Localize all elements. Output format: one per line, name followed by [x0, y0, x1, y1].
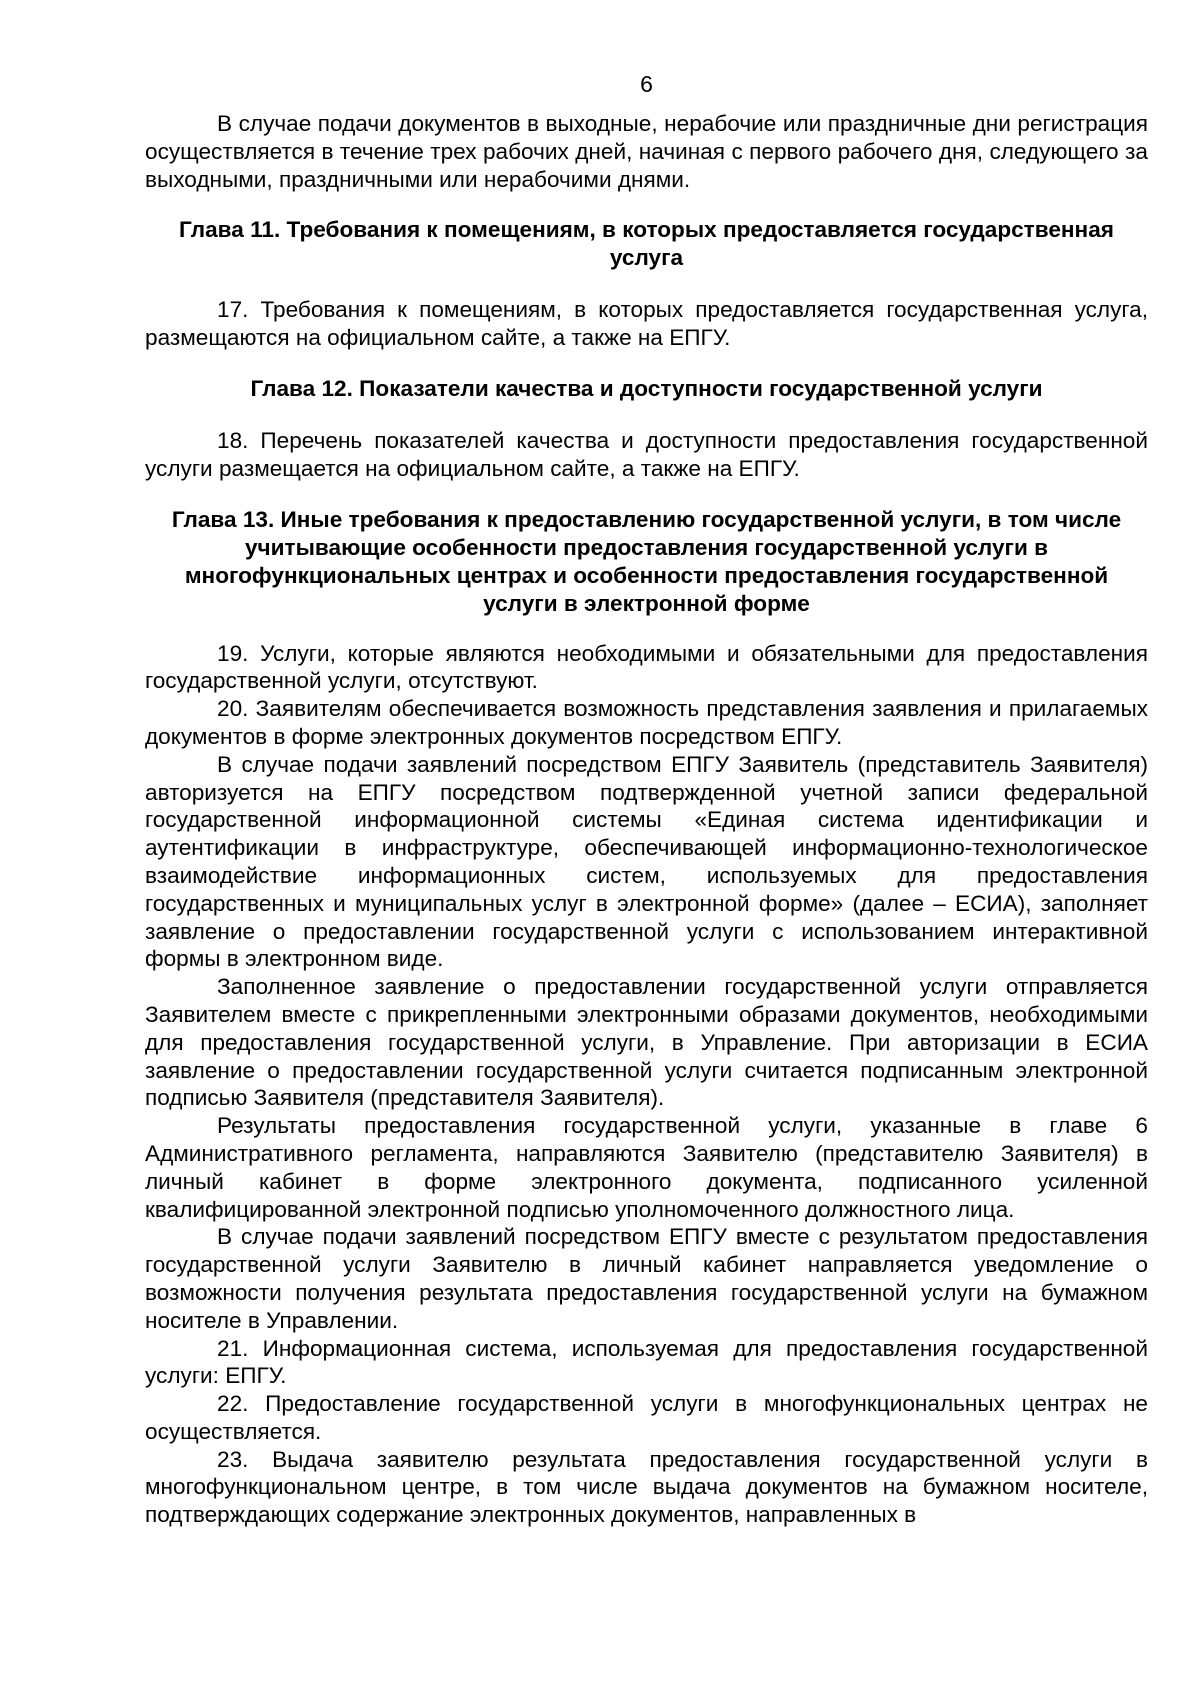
- paragraph-20: 20. Заявителям обеспечивается возможность представления заявления и прилагаемых документов в форме электронных документов посредством ЕПГУ.: [145, 696, 1148, 749]
- paragraph-23: 23. Выдача заявителю результата предоставления государственной услуги в многофункциональном центре, в том числе выдача документов на бумажном носителе, подтверждающих содержание электронных документов, направленных в: [145, 1446, 1148, 1528]
- paragraph-22: 22. Предоставление государственной услуги в многофункциональных центрах не осуществляется.: [145, 1391, 1148, 1444]
- paragraph-paper-notification: В случае подачи заявлений посредством ЕПГУ вместе с результатом предоставления государственной услуги Заявителю в личный кабинет направляется уведомление о возможности получения результата предоставления государственной услуги на бумажном носителе в Управлении.: [145, 1224, 1148, 1333]
- paragraph-18: 18. Перечень показателей качества и доступности предоставления государственной услуги размещается на официальном сайте, а также на ЕПГУ.: [145, 427, 1148, 481]
- chapter-12-heading: Глава 12. Показатели качества и доступности государственной услуги: [250, 375, 1043, 401]
- paragraph-19: 19. Услуги, которые являются необходимыми и обязательными для предоставления государственной услуги, отсутствуют.: [145, 640, 1148, 694]
- page-number: 6: [640, 71, 653, 97]
- chapter-11-heading: Глава 11. Требования к помещениям, в которых предоставляется государственная услуга: [179, 217, 1114, 271]
- paragraph-results-delivery: Результаты предоставления государственной услуги, указанные в главе 6 Административного регламента, направляются Заявителю (представителю Заявителя) в личный кабинет в форме электронного документа, подписанного усиленной квалифицированной электронной подписью уполномоченного должностного лица.: [145, 1113, 1148, 1222]
- paragraph-21: 21. Информационная система, используемая для предоставления государственной услуги: ЕПГУ.: [145, 1335, 1148, 1389]
- chapter-13-heading: Глава 13. Иные требования к предоставлению государственной услуги, в том числе учитывающие особенности предоставления государственной услуги в многофункциональных центрах и особенности предоставления государственной услуги в электронной форме: [171, 506, 1122, 616]
- paragraph-17: 17. Требования к помещениям, в которых предоставляется государственная услуга, размещаются на официальном сайте, а также на ЕПГУ.: [145, 297, 1148, 351]
- paragraph-weekend-registration: В случае подачи документов в выходные, нерабочие или праздничные дни регистрация осуществляется в течение трех рабочих дней, начиная с первого рабочего дня, следующего за выходными, праздничными или нерабочими днями.: [145, 111, 1148, 192]
- paragraph-application-submission: Заполненное заявление о предоставлении государственной услуги отправляется Заявителем вместе с прикрепленными электронными образами документов, необходимыми для предоставления государственной услуги, в Управление. При авторизации в ЕСИА заявление о предоставлении государственной услуги считается подписанным электронной подписью Заявителя (представителя Заявителя).: [145, 974, 1148, 1111]
- paragraph-epgu-authorization: В случае подачи заявлений посредством ЕПГУ Заявитель (представитель Заявителя) авторизуется на ЕПГУ посредством подтвержденной учетной записи федеральной государственной информационной системы «Единая система идентификации и аутентификации в инфраструктуре, обеспечивающей информационно-технологическое взаимодействие информационных систем, используемых для предоставления государственных и муниципальных услуг в электронной форме» (далее – ЕСИА), заполняет заявление о предоставлении государственной услуги с использованием интерактивной формы в электронном виде.: [145, 751, 1148, 972]
